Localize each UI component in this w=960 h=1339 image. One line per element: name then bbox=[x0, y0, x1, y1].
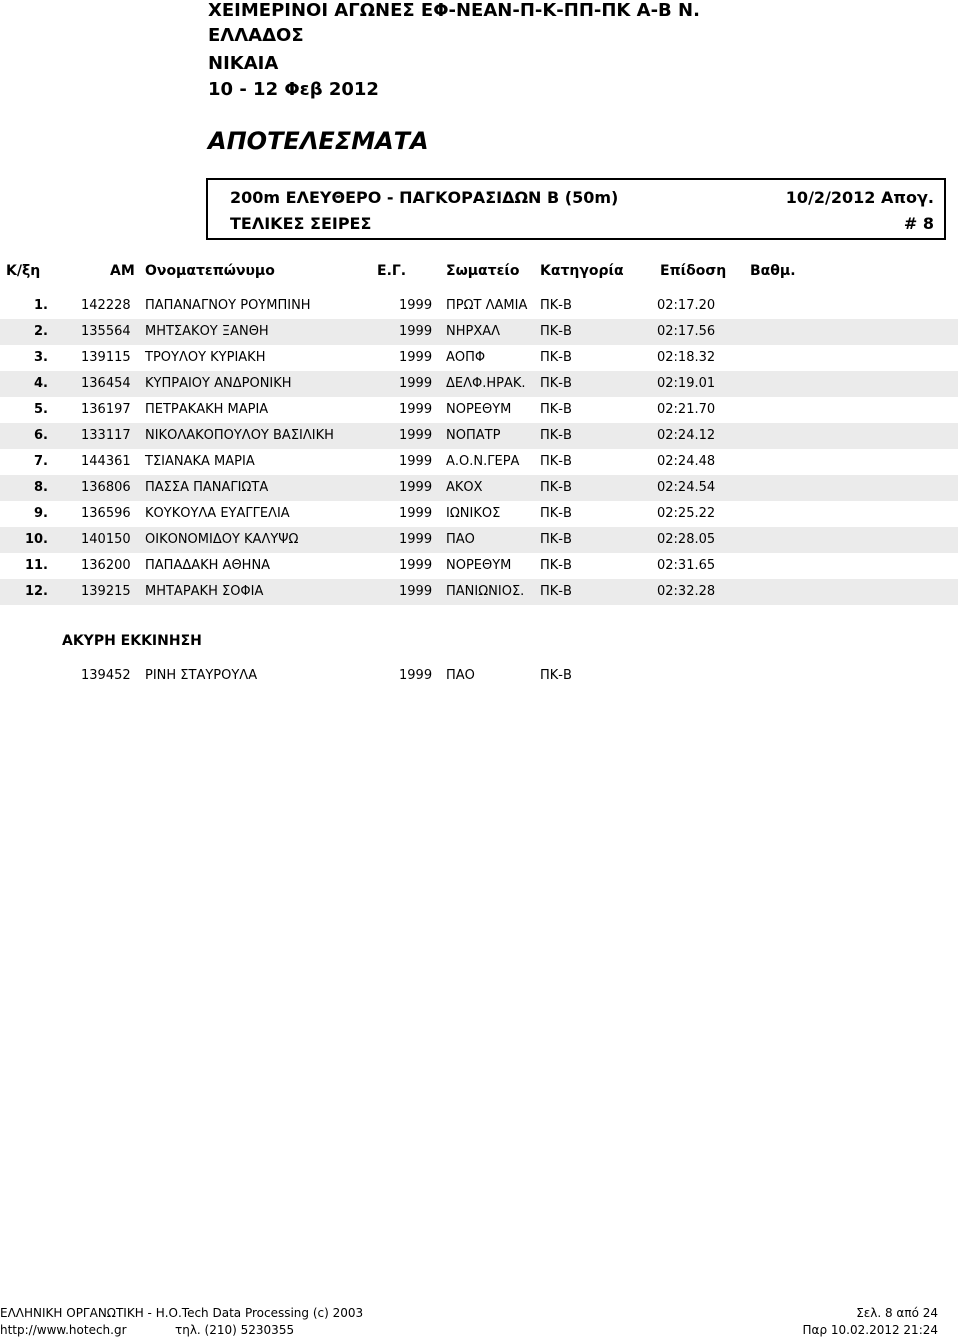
am-cell: 139115 bbox=[81, 350, 131, 365]
table-row bbox=[0, 397, 958, 423]
category-cell: ΠΚ-Β bbox=[540, 584, 572, 599]
table-row bbox=[0, 423, 958, 449]
col-category: Κατηγορία bbox=[540, 263, 624, 279]
name-cell: ΠΑΣΣΑ ΠΑΝΑΓΙΩΤΑ bbox=[145, 480, 269, 495]
category-cell: ΠΚ-Β bbox=[540, 480, 572, 495]
category-cell: ΠΚ-Β bbox=[540, 376, 572, 391]
category-cell: ΠΚ-Β bbox=[540, 532, 572, 547]
footer-company: ΕΛΛΗΝΙΚΗ ΟΡΓΑΝΩΤΙΚΗ - Η.Ο.Tech Data Processing (c) 2003 bbox=[0, 1306, 364, 1320]
event-box bbox=[206, 178, 946, 240]
name-cell: ΠΑΠΑΔΑΚΗ ΑΘΗΝΑ bbox=[145, 558, 271, 573]
category-cell: ΠΚ-Β bbox=[540, 324, 572, 339]
club-cell: ΙΩΝΙΚΟΣ bbox=[446, 506, 501, 521]
year-cell: 1999 bbox=[399, 454, 433, 469]
time-cell: 02:21.70 bbox=[657, 402, 716, 417]
table-row bbox=[0, 475, 958, 501]
col-name: Ονοματεπώνυμο bbox=[145, 263, 275, 279]
name-cell: ΟΙΚΟΝΟΜΙΔΟΥ ΚΑΛΥΨΩ bbox=[145, 532, 299, 547]
year-cell: 1999 bbox=[399, 324, 433, 339]
year-cell: 1999 bbox=[399, 668, 433, 683]
am-cell: 136197 bbox=[81, 402, 131, 417]
table-row bbox=[0, 527, 958, 553]
am-cell: 136806 bbox=[81, 480, 131, 495]
name-cell: ΚΟΥΚΟΥΛΑ ΕΥΑΓΓΕΛΙΑ bbox=[145, 506, 290, 521]
rank-cell: 11. bbox=[24, 558, 48, 573]
name-cell: ΡΙΝΗ ΣΤΑΥΡΟΥΛΑ bbox=[145, 668, 258, 683]
rank-cell: 3. bbox=[34, 350, 48, 365]
rank-cell: 12. bbox=[24, 584, 48, 599]
table-row bbox=[0, 319, 958, 345]
category-cell: ΠΚ-Β bbox=[540, 402, 572, 417]
rank-cell: 9. bbox=[34, 506, 48, 521]
table-row bbox=[0, 501, 958, 527]
rank-cell: 7. bbox=[34, 454, 48, 469]
time-cell: 02:28.05 bbox=[657, 532, 716, 547]
table-row bbox=[0, 449, 958, 475]
results-title: ΑΠΟΤΕΛΕΣΜΑΤΑ bbox=[208, 127, 429, 155]
name-cell: ΚΥΠΡΑΙΟΥ ΑΝΔΡΟΝΙΚΗ bbox=[145, 376, 292, 391]
time-cell: 02:25.22 bbox=[657, 506, 716, 521]
table-row bbox=[0, 579, 958, 605]
club-cell: ΝΟΠΑΤΡ bbox=[446, 428, 501, 443]
category-cell: ΠΚ-Β bbox=[540, 558, 572, 573]
col-points: Βαθμ. bbox=[750, 263, 796, 279]
meet-title-line1: ΧΕΙΜΕΡΙΝΟΙ ΑΓΩΝΕΣ ΕΦ-ΝΕΑΝ-Π-Κ-ΠΠ-ΠΚ Α-Β Ν. bbox=[208, 0, 700, 21]
year-cell: 1999 bbox=[399, 376, 433, 391]
name-cell: ΝΙΚΟΛΑΚΟΠΟΥΛΟΥ ΒΑΣΙΛΙΚΗ bbox=[145, 428, 334, 443]
category-cell: ΠΚ-Β bbox=[540, 668, 572, 683]
rank-cell: 8. bbox=[34, 480, 48, 495]
time-cell: 02:24.48 bbox=[657, 454, 716, 469]
meet-title-line2: ΕΛΛΑΔΟΣ bbox=[208, 25, 304, 46]
rank-cell: 6. bbox=[34, 428, 48, 443]
club-cell: ΠΡΩΤ ΛΑΜΙΑ bbox=[446, 298, 528, 313]
event-date: 10/2/2012 Απογ. bbox=[785, 188, 934, 207]
time-cell: 02:18.32 bbox=[657, 350, 716, 365]
category-cell: ΠΚ-Β bbox=[540, 428, 572, 443]
rank-cell: 10. bbox=[24, 532, 48, 547]
year-cell: 1999 bbox=[399, 532, 433, 547]
name-cell: ΤΣΙΑΝΑΚΑ ΜΑΡΙΑ bbox=[145, 454, 255, 469]
time-cell: 02:24.54 bbox=[657, 480, 716, 495]
am-cell: 144361 bbox=[81, 454, 131, 469]
col-club: Σωματείο bbox=[446, 263, 520, 279]
club-cell: ΝΗΡΧΑΛ bbox=[446, 324, 501, 339]
meet-dates: 10 - 12 Φεβ 2012 bbox=[208, 79, 379, 100]
year-cell: 1999 bbox=[399, 506, 433, 521]
am-cell: 135564 bbox=[81, 324, 131, 339]
time-cell: 02:32.28 bbox=[657, 584, 716, 599]
table-row bbox=[0, 371, 958, 397]
category-cell: ΠΚ-Β bbox=[540, 350, 572, 365]
year-cell: 1999 bbox=[399, 402, 433, 417]
club-cell: ΔΕΛΦ.ΗΡΑΚ. bbox=[446, 376, 526, 391]
rank-cell: 1. bbox=[34, 298, 48, 313]
year-cell: 1999 bbox=[399, 558, 433, 573]
col-year: Ε.Γ. bbox=[377, 263, 407, 279]
club-cell: ΠΑΟ bbox=[446, 668, 475, 683]
am-cell: 139215 bbox=[81, 584, 131, 599]
time-cell: 02:17.56 bbox=[657, 324, 716, 339]
footer-phone: τηλ. (210) 5230355 bbox=[175, 1323, 295, 1337]
invalid-start-title: ΑΚΥΡΗ ΕΚΚΙΝΗΣΗ bbox=[62, 633, 202, 649]
name-cell: ΜΗΤΑΡΑΚΗ ΣΟΦΙΑ bbox=[145, 584, 264, 599]
club-cell: ΑΚΟΧ bbox=[446, 480, 483, 495]
invalid-start-row bbox=[0, 663, 958, 689]
col-time: Επίδοση bbox=[660, 263, 727, 279]
category-cell: ΠΚ-Β bbox=[540, 298, 572, 313]
name-cell: ΠΕΤΡΑΚΑΚΗ ΜΑΡΙΑ bbox=[145, 402, 269, 417]
meet-location: ΝΙΚΑΙΑ bbox=[208, 53, 279, 74]
event-number: # 8 bbox=[903, 214, 934, 233]
rank-cell: 2. bbox=[34, 324, 48, 339]
table-row bbox=[0, 293, 958, 319]
year-cell: 1999 bbox=[399, 428, 433, 443]
event-name: 200m ΕΛΕΥΘΕΡΟ - ΠΑΓΚΟΡΑΣΙΔΩΝ Β (50m) bbox=[230, 188, 619, 207]
name-cell: ΤΡΟΥΛΟΥ ΚΥΡΙΑΚΗ bbox=[145, 350, 266, 365]
time-cell: 02:17.20 bbox=[657, 298, 716, 313]
table-row bbox=[0, 345, 958, 371]
table-row bbox=[0, 553, 958, 579]
rank-cell: 5. bbox=[34, 402, 48, 417]
club-cell: ΠΑΟ bbox=[446, 532, 475, 547]
am-cell: 142228 bbox=[81, 298, 131, 313]
year-cell: 1999 bbox=[399, 584, 433, 599]
footer-printed-timestamp: Παρ 10.02.2012 21:24 bbox=[802, 1323, 938, 1337]
am-cell: 136200 bbox=[81, 558, 131, 573]
event-subtitle: ΤΕΛΙΚΕΣ ΣΕΙΡΕΣ bbox=[230, 214, 372, 233]
col-rank: Κ/ξη bbox=[6, 263, 41, 279]
footer-page-number: Σελ. 8 από 24 bbox=[856, 1306, 938, 1320]
am-cell: 139452 bbox=[81, 668, 131, 683]
col-am: ΑΜ bbox=[110, 263, 135, 279]
name-cell: ΜΗΤΣΑΚΟΥ ΞΑΝΘΗ bbox=[145, 324, 269, 339]
time-cell: 02:24.12 bbox=[657, 428, 716, 443]
am-cell: 133117 bbox=[81, 428, 131, 443]
name-cell: ΠΑΠΑΝΑΓΝΟΥ ΡΟΥΜΠΙΝΗ bbox=[145, 298, 311, 313]
category-cell: ΠΚ-Β bbox=[540, 454, 572, 469]
am-cell: 136596 bbox=[81, 506, 131, 521]
club-cell: ΝΟΡΕΘΥΜ bbox=[446, 558, 512, 573]
club-cell: ΝΟΡΕΘΥΜ bbox=[446, 402, 512, 417]
category-cell: ΠΚ-Β bbox=[540, 506, 572, 521]
year-cell: 1999 bbox=[399, 480, 433, 495]
footer-website: http://www.hotech.gr bbox=[0, 1323, 127, 1337]
time-cell: 02:19.01 bbox=[657, 376, 716, 391]
am-cell: 140150 bbox=[81, 532, 131, 547]
year-cell: 1999 bbox=[399, 350, 433, 365]
club-cell: Α.Ο.Ν.ΓΕΡΑ bbox=[446, 454, 520, 469]
club-cell: ΑΟΠΦ bbox=[446, 350, 486, 365]
am-cell: 136454 bbox=[81, 376, 131, 391]
club-cell: ΠΑΝΙΩΝΙΟΣ. bbox=[446, 584, 525, 599]
year-cell: 1999 bbox=[399, 298, 433, 313]
rank-cell: 4. bbox=[34, 376, 48, 391]
time-cell: 02:31.65 bbox=[657, 558, 716, 573]
